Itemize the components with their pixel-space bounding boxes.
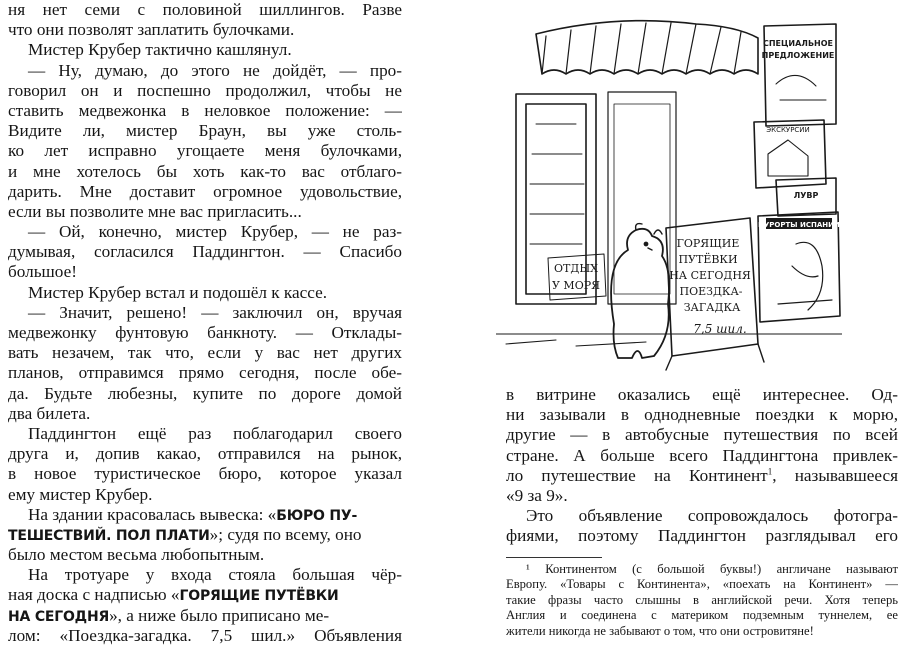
footnote-marker: 1	[767, 466, 773, 477]
poster-text: ЛУВР	[793, 191, 819, 200]
text-line: «9 за 9».	[506, 485, 568, 505]
text-line: два билета.	[8, 403, 91, 423]
footnote	[506, 562, 898, 639]
board-text: ПУТЁВКИ	[678, 253, 738, 266]
text-line: дарить. Мне доставит огромное удовольствие,	[8, 181, 402, 201]
text-line: ставить медвежонка в неловкое положение: —	[8, 100, 402, 120]
board-text: ЗАГАДКА	[683, 301, 741, 314]
text-line: стране. А больше всего Паддингтона привлек-	[506, 445, 898, 465]
text-line	[8, 585, 402, 605]
text-line: ня нет семи с половиной шиллингов. Разве	[8, 0, 402, 19]
board-text: 7,5 шил.	[693, 322, 747, 336]
board-text: ГОРЯЩИЕ	[676, 237, 740, 250]
poster-text: КУРОРТЫ ИСПАНИИ	[758, 221, 840, 229]
text-line: было местом весьма любопытным.	[8, 545, 265, 565]
text-fragment: На здании красовалась вывеска: «	[28, 504, 277, 524]
text-line: вать незачем, так что, если у вас нет других	[8, 343, 402, 363]
text-line: Это объявление сопровождалось фотогра-	[526, 506, 898, 526]
footnote-line: такие фразы часто слышны в английской речи. Хотя теперь	[506, 592, 898, 607]
text-line: что они позволят заплатить булочками.	[8, 20, 295, 40]
text-fragment: ная доска с надписью «	[8, 585, 180, 605]
text-line	[8, 606, 402, 626]
board-text: ПОЕЗДКА-	[679, 285, 743, 298]
text-line: друга и, допив какао, отправился на рынок,	[8, 444, 402, 464]
text-fragment: », а ниже было приписано ме-	[109, 605, 330, 625]
shop-front-illustration	[496, 4, 842, 372]
sign-bold-text: ТЕШЕСТВИЙ. ПОЛ ПЛАТИ	[8, 527, 210, 544]
text-line: лом: «Поездка-загадка. 7,5 шил.» Объявления	[8, 625, 402, 645]
paddington-bear	[611, 229, 669, 358]
board-text: НА СЕГОДНЯ	[669, 269, 751, 282]
text-line: Мистер Крубер встал и подошёл к кассе.	[28, 282, 328, 302]
sign-bold-text: ГОРЯЩИЕ ПУТЁВКИ	[179, 588, 339, 605]
sign-bold-text: БЮРО ПУ-	[276, 507, 358, 524]
text-line	[506, 466, 898, 486]
text-line: Паддингтон ещё раз поблагодарил своего	[28, 423, 402, 443]
text-fragment: ло путешествие на Континент	[506, 465, 768, 485]
text-fragment: , называвшееся	[772, 465, 898, 485]
sign-bold-text: НА СЕГОДНЯ	[8, 608, 110, 625]
text-line: медвежонку фунтовую банкноту. — Отклады-	[8, 323, 402, 342]
poster-text: ПРЕДЛОЖЕНИЕ	[761, 51, 835, 60]
text-line: На тротуаре у входа стояла большая чёр-	[28, 565, 402, 585]
footnote-line: ¹ Континентом (с большой буквы!) англичане называют	[526, 562, 898, 576]
text-line: — Значит, решено! — заключил он, вручая	[28, 302, 402, 322]
sea-holiday-sign	[548, 254, 606, 300]
text-line: в витрине оказались ещё интереснее. Од-	[506, 385, 898, 404]
text-line: думывая, согласился Паддингтон. — Спасибо	[8, 242, 402, 262]
footnote-line: жители никогда не забывают о том, что они островитяне!	[506, 623, 814, 638]
text-line: ко лет исправно угощаете меня булочками,	[8, 141, 402, 161]
footnote-line: Европу. «Товары с Континента», «поехать на Континент» —	[506, 577, 898, 592]
text-line	[8, 505, 402, 525]
text-line: планов, отправимся прямо сегодня, после обе-	[8, 363, 402, 383]
text-line: говорил он и поспешно продолжил, чтобы не	[8, 80, 402, 100]
text-line: ему мистер Крубер.	[8, 484, 153, 504]
text-line	[8, 525, 402, 545]
sign-text: ОТДЫХ	[554, 262, 598, 275]
footnote-divider	[506, 557, 602, 558]
text-line: другие — в автобусные путешествия по всей	[506, 425, 898, 445]
text-line: если вы позволите мне вас пригласить...	[8, 201, 302, 221]
text-line: да. Будьте любезны, купите по дороге домой	[8, 383, 402, 403]
text-line: — Ну, думаю, до этого не дойдёт, — про-	[28, 60, 402, 80]
text-line: большое!	[8, 262, 77, 282]
text-line: ни зазывали в однодневные поездки к морю,	[506, 405, 898, 425]
text-line: Видите ли, мистер Браун, вы уже столь-	[8, 121, 402, 141]
left-text-column	[8, 0, 402, 646]
sign-text: У МОРЯ	[551, 279, 601, 292]
poster-text: СПЕЦИАЛЬНОЕ	[762, 39, 834, 48]
text-line: Мистер Крубер тактично кашлянул.	[28, 40, 292, 60]
text-line: фиями, поэтому Паддингтон разглядывал его	[506, 526, 898, 546]
poster-text: ЭКСКУРСИИ	[766, 126, 810, 134]
footnote-line: Англия и соединена с материком подземным туннелем, ее	[506, 608, 898, 623]
text-line: в новое туристическое бюро, которое указал	[8, 464, 402, 484]
text-line: и мне хотелось бы хоть как-то вас отблаго-	[8, 161, 402, 181]
right-text-column	[506, 385, 898, 547]
text-fragment: »; судя по всему, оно	[209, 524, 362, 544]
text-line: — Ой, конечно, мистер Крубер, — не раз-	[28, 222, 402, 242]
shop-doorway	[608, 92, 676, 304]
